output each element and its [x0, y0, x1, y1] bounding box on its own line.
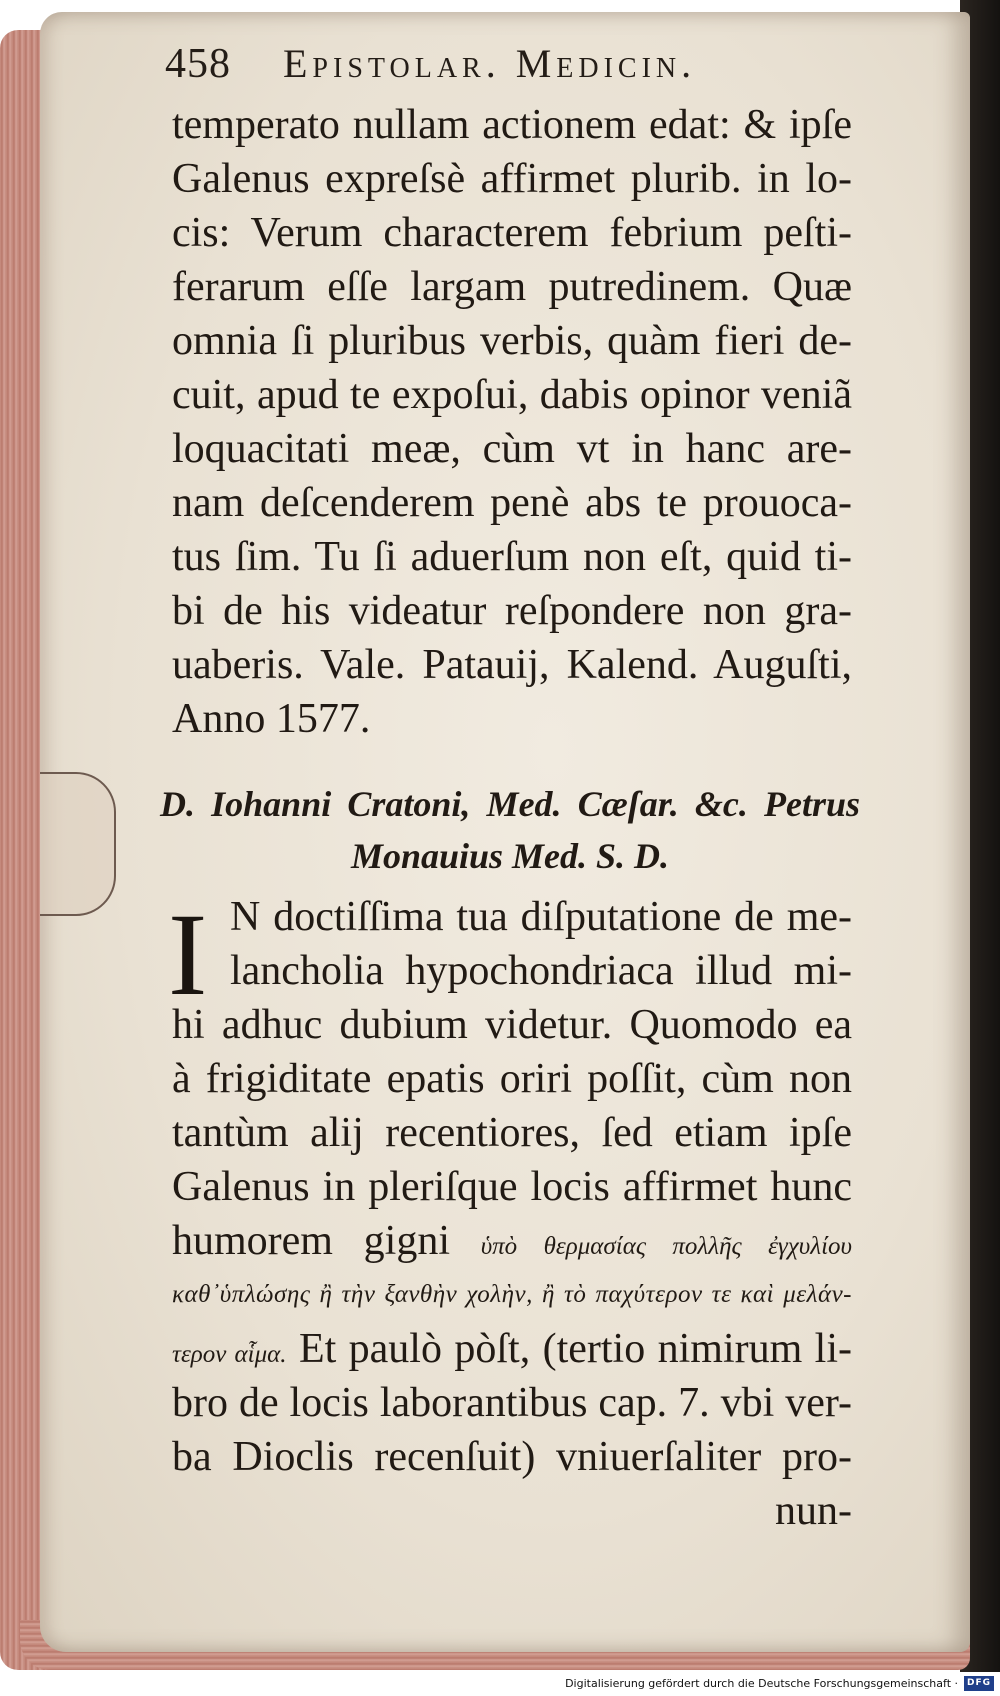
letter-heading [160, 778, 860, 882]
text-line: nam deſcenderem penè abs te prouoca- [172, 480, 852, 526]
letter-body [172, 890, 852, 1538]
letter-heading-line-1: D. Iohanni Cratoni, Med. Cæſar. &c. Petrus [160, 784, 860, 824]
dfg-logo: DFG [964, 1676, 994, 1691]
catchword: nun- [775, 1488, 852, 1534]
greek-fragment: ὑπὸ θερμασίας πολλῆς ἐγχυλίου [480, 1233, 852, 1260]
text-line-mixed [172, 1214, 852, 1268]
greek-fragment: τερον αἷμα. [172, 1341, 287, 1368]
text-line-mixed [172, 1322, 852, 1376]
text-line: cis: Verum characterem febrium peſti- [172, 210, 852, 256]
greek-line: καθ᾽ὑπλώσης ἢ τὴν ξανθὴν χολὴν, ἢ τὸ παχύτερον τε καὶ μελάν- [172, 1281, 852, 1308]
continuation-text [172, 98, 852, 746]
text-line: ba Dioclis recenſuit) vniuerſaliter pro- [172, 1434, 852, 1480]
text-line: tus ſim. Tu ſi aduerſum non eſt, quid ti- [172, 534, 852, 580]
latin-fragment: Et paulò pòſt, (tertio nimirum li- [298, 1326, 852, 1372]
page-header [165, 40, 845, 100]
text-line: cuit, apud te expoſui, dabis opinor veniã [172, 372, 852, 418]
text-line: hi adhuc dubium videtur. Quomodo ea [172, 1002, 852, 1048]
text-line: lancholia hypochondriaca illud mi- [230, 948, 852, 994]
running-title: Epistolar. Medicin. [283, 41, 697, 86]
funding-credit: Digitalisierung gefördert durch die Deutsche Forschungsgemeinschaft · [565, 1677, 958, 1690]
drop-cap: I [168, 889, 208, 1020]
text-line: ferarum eſſe largam putredinem. Quæ [172, 264, 852, 310]
text-line: temperato nullam actionem edat: & ipſe [172, 102, 852, 148]
latin-fragment: humorem gigni [172, 1218, 450, 1264]
text-line: loquacitati meæ, cùm vt in hanc are- [172, 426, 852, 472]
text-line: N doctiſſima tua diſputatione de me- [230, 894, 852, 940]
text-line: à frigiditate epatis oriri poſſit, cùm non [172, 1056, 852, 1102]
text-line: tantùm alij recentiores, ſed etiam ipſe [172, 1110, 852, 1156]
digitization-footer [0, 1672, 1000, 1696]
text-line: Galenus in pleriſque locis affirmet hunc [172, 1164, 852, 1210]
text-line: omnia ſi pluribus verbis, quàm fieri de- [172, 318, 852, 364]
letter-heading-line-2: Monauius Med. S. D. [350, 836, 670, 876]
page-number: 458 [165, 41, 231, 87]
text-line: uaberis. Vale. Patauij, Kalend. Auguſti, [172, 642, 852, 688]
text-line: Galenus expreſsè affirmet plurib. in lo- [172, 156, 852, 202]
page-clip-tab [40, 772, 116, 916]
text-line: bi de his videatur reſpondere non gra- [172, 588, 852, 634]
text-line-date: Anno 1577. [172, 696, 371, 742]
text-line: bro de locis laborantibus cap. 7. vbi ver- [172, 1380, 852, 1426]
